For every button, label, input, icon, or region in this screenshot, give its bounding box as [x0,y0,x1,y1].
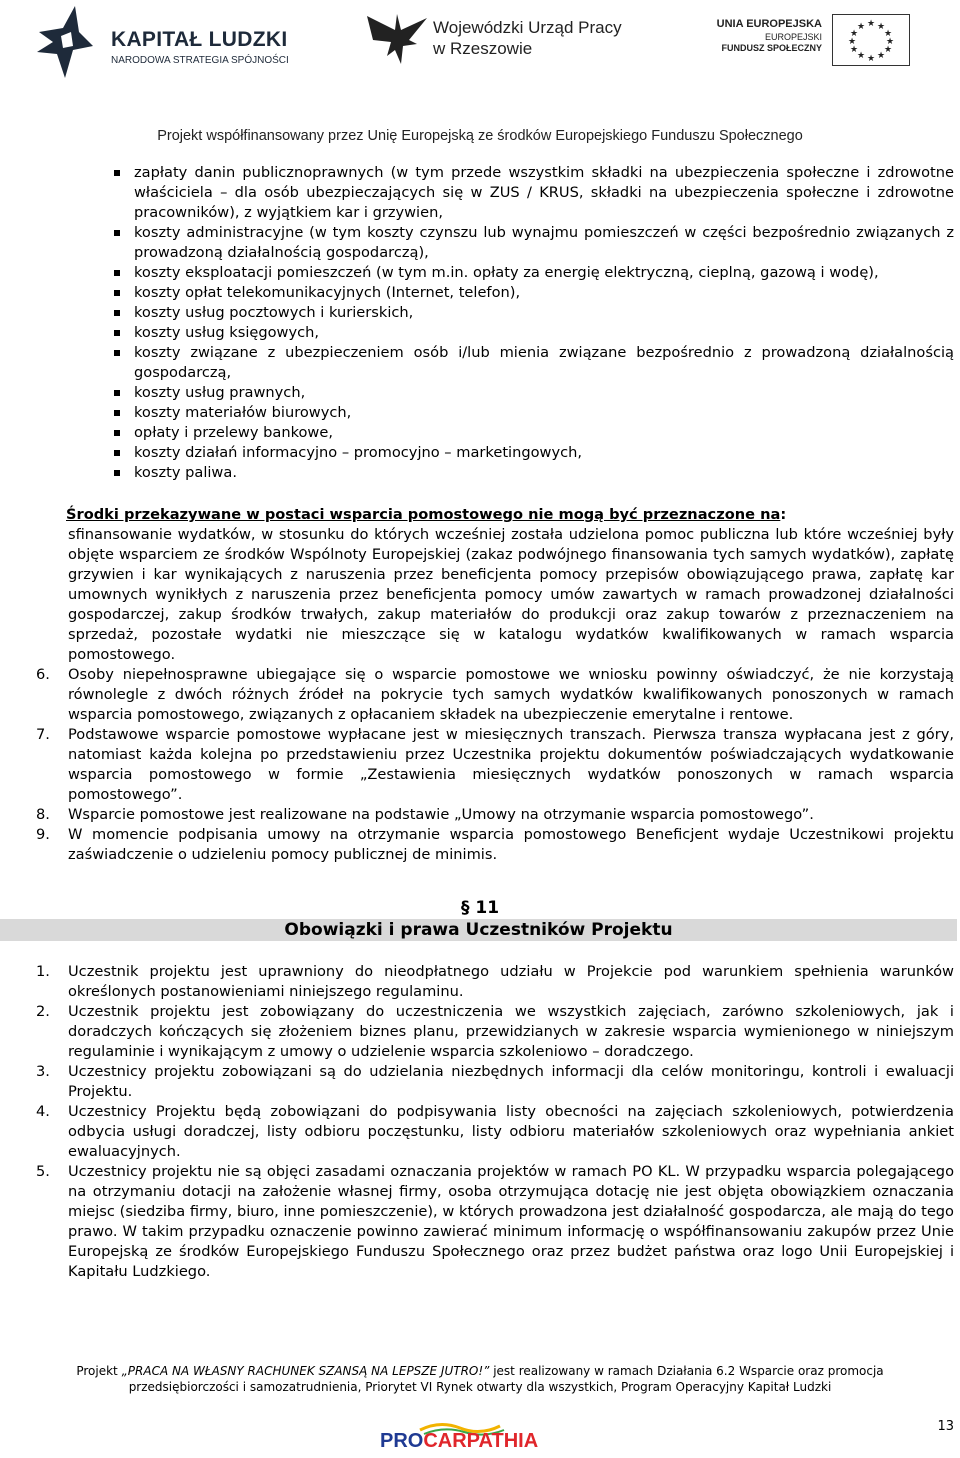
eu-flag [832,14,910,66]
list-item: koszty usług pocztowych i kurierskich, [0,303,960,323]
list-item: koszty działań informacyjno – promocyjno – marketingowych, [0,443,960,463]
logo-pro-text: PRO [380,1430,424,1452]
svg-text:★: ★ [885,37,895,47]
cost-bullet-list [0,163,960,483]
numbered-item: 7. Podstawowe wsparcie pomostowe wypłacane jest w miesięcznych transzach. Pierwsza transza wypłacana jest z góry, natomiast każda kolejna po przedstawieniu przez Uczestnika projektu dokumentów poświadczających wydatkowanie wsparcia pomostowego w formie „Zestawienia miesięcznych wydatków ponoszonych w ramach wsparcia pomostowego”. [36,726,954,803]
eu-stars-icon [833,15,909,65]
svg-text:★: ★ [856,51,866,61]
restriction-title: Środki przekazywane w postaci wsparcia pomostowego nie mogą być przeznaczone na [66,506,781,523]
page-footer [0,1363,960,1395]
list-item: opłaty i przelewy bankowe, [0,423,960,443]
numbered-item: 9. W momencie podpisania umowy na otrzymanie wsparcia pomostowego Beneficjent wydaje Uczestnikowi projektu zaświadczenie o udzieleniu pomocy publicznej de minimis. [36,826,954,863]
bullet-icon [114,270,120,276]
bullet-icon [114,330,120,336]
bullet-icon [114,450,120,456]
eu-logo [716,12,910,72]
bullet-icon [114,410,120,416]
bullet-icon [114,470,120,476]
list-item: koszty związane z ubezpieczeniem osób i/lub mienia związane bezpośrednio z prowadzoną działalnością gospodarczą, [0,343,960,383]
wup-logo [365,10,645,70]
bullet-icon [114,290,120,296]
svg-text:★: ★ [866,54,876,64]
bullet-icon [114,350,120,356]
footer-line2: przedsiębiorczości i samozatrudnienia, Priorytet VI Rynek otwarty dla wszystkich, Program Operacyjny Kapitał Ludzki [128,1380,832,1394]
list-item: koszty paliwa. [0,463,960,483]
logo-carpathia-text: CARPATHIA [423,1430,539,1452]
bullet-icon [114,310,120,316]
page-header [0,0,960,150]
wup-title-line2: w Rzeszowie [433,39,533,58]
svg-text:★: ★ [876,51,886,61]
list-item: koszty usług księgowych, [0,323,960,343]
list-item: zapłaty danin publicznoprawnych (w tym przede wszystkim składki na ubezpieczenia społeczne i zdrowotne właściciela – dla osób ubezpieczających się w ZUS / KRUS, składki na ubezpieczenia społeczne i zdrowotne pracowników), z wyjątkiem kar i grzywien, [0,163,960,223]
eu-line3: FUNDUSZ SPOŁECZNY [721,43,822,53]
list-item: koszty opłat telekomunikacyjnych (Internet, telefon), [0,283,960,303]
procarpathia-logo [380,1420,540,1454]
svg-text:★: ★ [866,19,876,29]
numbered-item: 5. Uczestnicy projektu nie są objęci zasadami oznaczania projektów w ramach PO KL. W przypadku wsparcia polegającego na otrzymaniu dotacji na założenie własnej firmy, osoba otrzymująca dotację nie jest objęta obowiązkiem oznaczania miejsc (siedziba firmy, biuro, inne pomieszczenie), w których prowadzona jest działalność gospodarcza, ale mają do tego prawo. W takim przypadku oznaczenie powinno zawierać minimum informację o współfinansowaniu zakupów przez Unie Europejską ze środków Europejskiego Funduszu Społecznego oraz przez budżet państwa oraz logo Unii Europejskiej i Kapitału Ludzkiego. [36,1163,954,1280]
numbered-item: 4. Uczestnicy Projektu będą zobowiązani do podpisywania listy obecności na zajęciach szkoleniowych, potwierdzenia odbycia usługi doradczej, listy odbioru poczęstunku, listy odbioru materiałów szkoleniowych oraz wypełniania ankiet ewaluacyjnych. [36,1103,954,1160]
numbered-item: 8. Wsparcie pomostowe jest realizowane na podstawie „Umowy na otrzymanie wsparcia pomostowego”. [36,806,814,823]
eagle-icon [365,10,429,66]
bullet-icon [114,230,120,236]
list-item: koszty materiałów biurowych, [0,403,960,423]
footer-line1: Projekt „PRACA NA WŁASNY RACHUNEK SZANSĄ NA LEPSZE JUTRO!” jest realizowany w ramach Działania 6.2 Wsparcie oraz promocja [76,1364,884,1378]
restriction-text: sfinansowanie wydatków, w stosunku do których wcześniej została udzielona pomoc publiczna lub które wcześniej były objęte wsparciem ze środków Wspólnoty Europejskiej (zakaz podwójnego finansowania tych samych wydatków), zapłatę grzywien i kar wynikających z naruszenia przez beneficjenta pomocy przepisów obowiązującego prawa, zapłatę kar umownych wynikłych z naruszenia przez beneficjenta pomocy umów zawartych w ramach prowadzonej działalności gospodarczej, zakup środków trwałych, zakup materiałów do produkcji oraz zakup towarów z przeznaczeniem na sprzedaż, pozostałe wydatki nie mieszczące się w katalogu wydatków kwalifikowanych w ramach wsparcia pomostowego. [68,526,954,663]
page-number: 13 [937,1419,954,1434]
numbered-item: 2. Uczestnik projektu jest zobowiązany do uczestniczenia we wszystkich zajęciach, zarówno szkoleniowych, jak i doradczych kończących się złożeniem biznes planu, przewidzianych w zakresie wsparcia wymienionego w niniejszym regulaminie i wynikającym z umowy o udzielenie wsparcia szkoleniowo – doradczego. [36,1003,954,1060]
document-body [0,163,960,1282]
section-number: § 11 [460,898,500,918]
list-item: koszty administracyjne (w tym koszty czynszu lub wynajmu pomieszczeń w części bezpośrednio związanych z prowadzoną działalnością gospodarczą), [0,223,960,263]
svg-text:★: ★ [883,29,893,39]
eu-line1: UNIA EUROPEJSKA [716,18,822,30]
wup-title-line1: Wojewódzki Urząd Pracy [433,18,622,37]
kapital-ludzki-star-icon [35,2,95,80]
restriction-heading: Środki przekazywane w postaci wsparcia pomostowego nie mogą być przeznaczone na: [66,506,787,523]
list-item: koszty eksploatacji pomieszczeń (w tym m.in. opłaty za energię elektryczną, cieplną, gazową i wodę), [0,263,960,283]
kl-title: KAPITAŁ LUDZKI [111,28,288,51]
svg-text:★: ★ [849,45,859,55]
bullet-icon [114,430,120,436]
numbered-item: 6. Osoby niepełnosprawne ubiegające się o wsparcie pomostowe we wniosku powinny oświadczyć, że nie korzystają równolegle z dwóch różnych źródeł na pokrycie tych samych wydatków kwalifikowanych ponoszonych w ramach wsparcia pomostowego, związanych z opłacaniem składek na ubezpieczenie emerytalne i rentowe. [36,666,954,723]
svg-text:★: ★ [883,45,893,55]
svg-text:★: ★ [847,37,857,47]
header-tagline: Projekt współfinansowany przez Unię Europejską ze środków Europejskiego Funduszu Społecznego [157,128,803,144]
svg-text:★: ★ [849,29,859,39]
section-title: Obowiązki i prawa Uczestników Projektu [0,919,957,941]
kl-subtitle: NARODOWA STRATEGIA SPÓJNOŚCI [111,55,289,66]
svg-text:★: ★ [876,22,886,32]
numbered-item: 3. Uczestnicy projektu zobowiązani są do udzielania niezbędnych informacji dla celów monitoringu, kontroli i ewaluacji Projektu. [36,1063,954,1100]
bullet-icon [114,390,120,396]
eu-line2: EUROPEJSKI [764,32,822,42]
kapital-ludzki-logo [35,2,305,82]
numbered-item: 1. Uczestnik projektu jest uprawniony do nieodpłatnego udziału w Projekcie pod warunkiem spełnienia warunków określonych postanowieniami niniejszego regulaminu. [36,963,954,1000]
list-item: koszty usług prawnych, [0,383,960,403]
svg-text:★: ★ [856,22,866,32]
footer-project-name: „PRACA NA WŁASNY RACHUNEK SZANSĄ NA LEPSZE JUTRO!” [121,1364,490,1378]
bullet-icon [114,170,120,176]
